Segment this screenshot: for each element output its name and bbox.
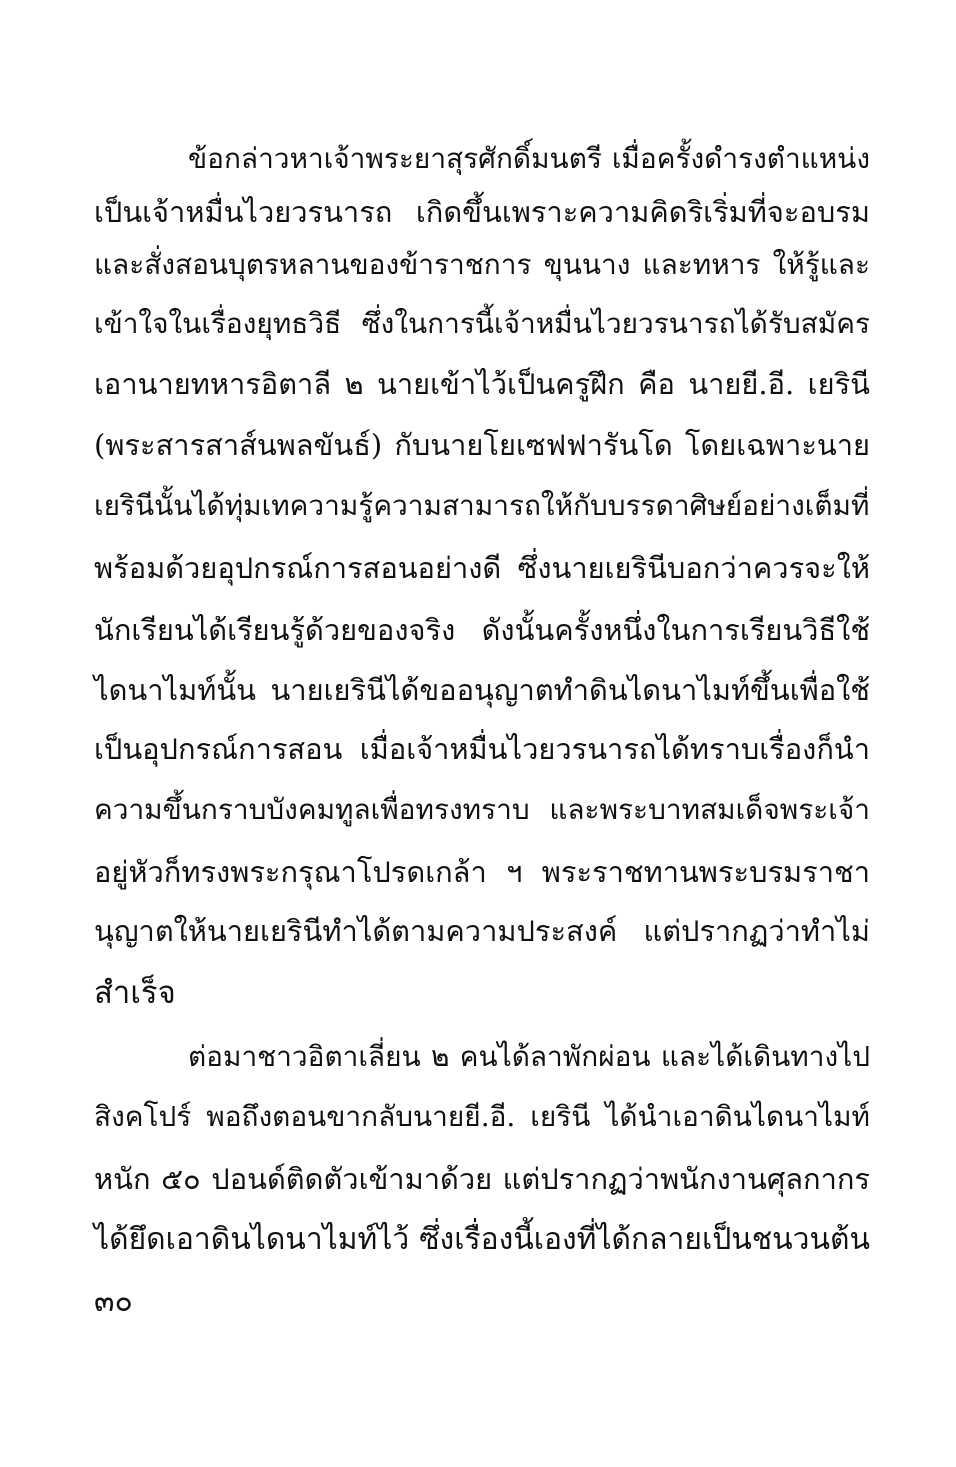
- paragraph-line: (พระสารสาส์นพลขันธ์) กับนายโยเซฟฟารันโด โดยเฉพาะนาย: [94, 428, 870, 462]
- paragraph-line: เอานายทหารอิตาลี ๒ นายเข้าไว้เป็นครูฝึก คือ นายยี.อี. เยรินี: [94, 367, 870, 401]
- paragraph-line: เยรินีนั้นได้ทุ่มเทความรู้ความสามารถให้กับบรรดาศิษย์อย่างเต็มที่: [94, 489, 870, 522]
- paragraph-line: ไดนาไมท์นั้น นายเยรินีได้ขออนุญาตทำดินไดนาไมท์ขึ้นเพื่อใช้: [94, 673, 870, 707]
- paragraph-line: พร้อมด้วยอุปกรณ์การสอนอย่างดี ซึ่งนายเยรินีบอกว่าควรจะให้: [94, 551, 870, 585]
- paragraph-line: ได้ยึดเอาดินไดนาไมท์ไว้ ซึ่งเรื่องนี้เองที่ได้กลายเป็นชนวนต้น: [94, 1222, 870, 1257]
- paragraph-line: เป็นเจ้าหมื่นไวยวรนารถ เกิดขึ้นเพราะความคิดริเริ่มที่จะอบรม: [94, 195, 870, 229]
- paragraph-line: เข้าใจในเรื่องยุทธวิธี ซึ่งในการนี้เจ้าหมื่นไวยวรนารถได้รับสมัคร: [94, 307, 870, 340]
- paragraph-line: อยู่หัวก็ทรงพระกรุณาโปรดเกล้า ฯ พระราชทานพระบรมราชา: [94, 855, 870, 889]
- page-number: ๓๐: [94, 1284, 133, 1319]
- paragraph-line: และสั่งสอนบุตรหลานของข้าราชการ ขุนนาง และทหาร ให้รู้และ: [94, 248, 870, 281]
- paragraph-line: สิงคโปร์ พอถึงตอนขากลับนายยี.อี. เยรินี ได้นำเอาดินไดนาไมท์: [94, 1100, 870, 1133]
- paragraph-line: ข้อกล่าวหาเจ้าพระยาสุรศักดิ์มนตรี เมื่อครั้งดำรงตำแหน่ง: [188, 142, 870, 175]
- paragraph-line: ความขึ้นกราบบังคมทูลเพื่อทรงทราบ และพระบาทสมเด็จพระเจ้า: [94, 793, 870, 826]
- paragraph-line: นักเรียนได้เรียนรู้ด้วยของจริง ดังนั้นครั้งหนึ่งในการเรียนวิธีใช้: [94, 613, 870, 647]
- paragraph-line: ต่อมาชาวอิตาเลี่ยน ๒ คนได้ลาพักผ่อน และได้เดินทางไป: [188, 1040, 870, 1073]
- paragraph-line: สำเร็จ: [94, 975, 176, 1011]
- paragraph-line: เป็นอุปกรณ์การสอน เมื่อเจ้าหมื่นไวยวรนารถได้ทราบเรื่องก็นำ: [94, 732, 870, 766]
- paragraph-line: หนัก ๕๐ ปอนด์ติดตัวเข้ามาด้วย แต่ปรากฏว่าพนักงานศุลกากร: [94, 1162, 870, 1196]
- paragraph-line: นุญาตให้นายเยรินีทำได้ตามความประสงค์ แต่ปรากฏว่าทำไม่: [94, 914, 870, 948]
